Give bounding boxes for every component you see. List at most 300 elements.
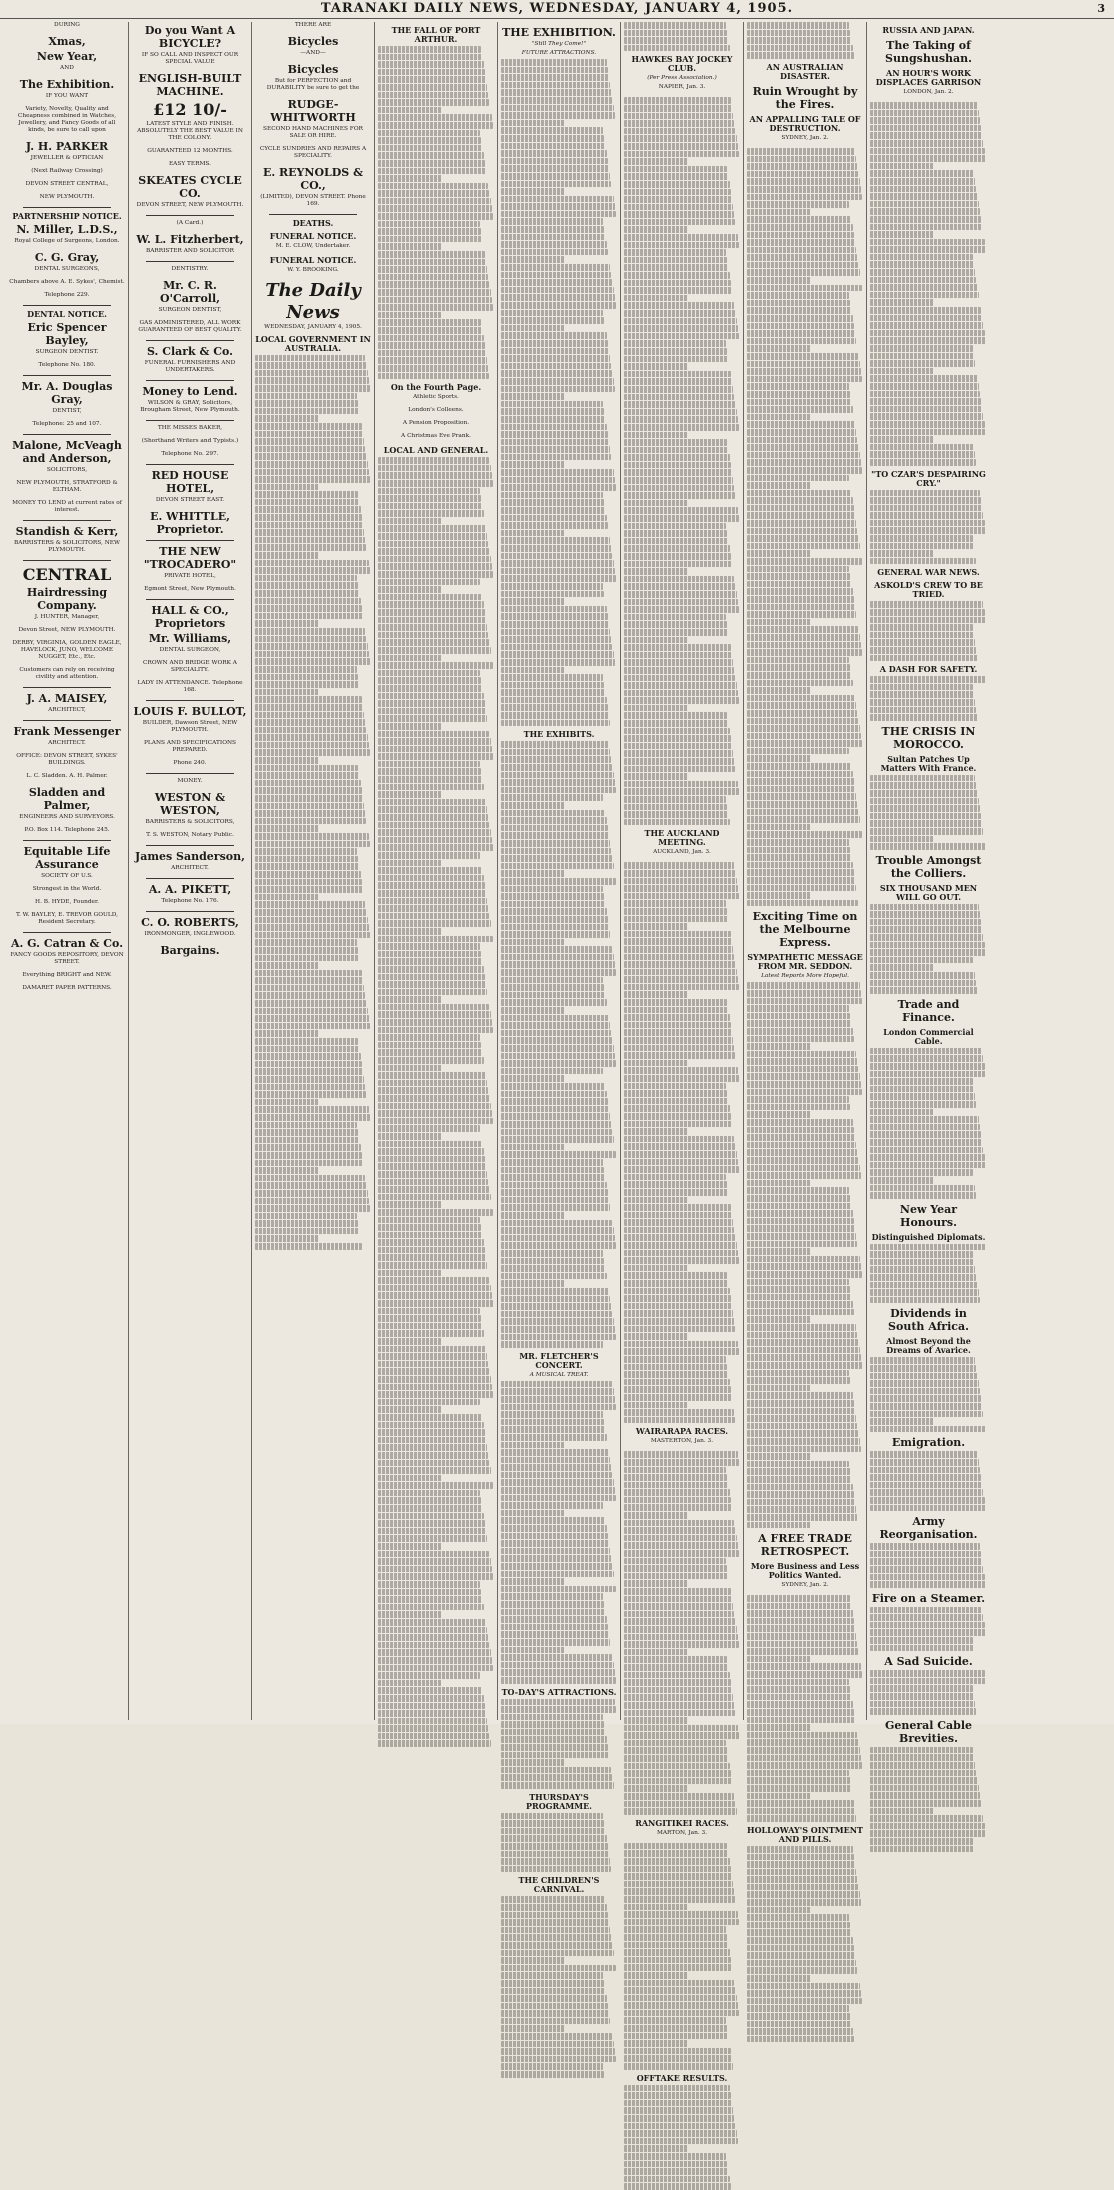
text-line bbox=[624, 728, 730, 735]
text-line bbox=[501, 1197, 609, 1204]
text-line bbox=[747, 634, 860, 641]
ad-text: LONDON, Jan. 2. bbox=[903, 89, 954, 95]
text-line bbox=[747, 1256, 860, 1263]
text-line bbox=[378, 1277, 489, 1284]
text-line bbox=[624, 1964, 732, 1971]
article-heading: PARTNERSHIP NOTICE. bbox=[12, 211, 122, 221]
column-rule bbox=[23, 840, 111, 841]
text-line bbox=[624, 1022, 731, 1029]
column-rule bbox=[146, 700, 234, 701]
text-line bbox=[870, 1467, 980, 1474]
text-line bbox=[501, 370, 612, 377]
text-line bbox=[255, 484, 319, 491]
text-line bbox=[747, 391, 850, 398]
ad-text: Telephone No. 176. bbox=[161, 898, 219, 904]
text-line bbox=[501, 855, 612, 862]
text-line bbox=[624, 1060, 688, 1067]
text-line bbox=[255, 636, 366, 643]
text-line bbox=[870, 1373, 978, 1380]
text-line bbox=[747, 1286, 850, 1293]
column-rule bbox=[23, 305, 111, 306]
column-4 bbox=[375, 22, 498, 1720]
text-line bbox=[501, 954, 614, 961]
column-rule bbox=[23, 932, 111, 933]
text-line bbox=[501, 1927, 610, 1934]
text-line bbox=[501, 1736, 607, 1743]
text-line bbox=[501, 999, 607, 1006]
text-line bbox=[378, 1619, 486, 1626]
ad-text: J. HUNTER, Manager, bbox=[34, 614, 100, 620]
text-line bbox=[747, 573, 850, 580]
text-line bbox=[747, 755, 811, 762]
text-line bbox=[747, 216, 851, 223]
text-line bbox=[870, 353, 974, 360]
text-line bbox=[870, 1078, 973, 1085]
text-line bbox=[624, 583, 735, 590]
text-line bbox=[624, 1105, 730, 1112]
text-line bbox=[378, 723, 442, 730]
text-line bbox=[501, 1457, 610, 1464]
text-line bbox=[870, 360, 975, 367]
text-line bbox=[501, 961, 615, 968]
text-line bbox=[624, 1580, 688, 1587]
text-line bbox=[378, 685, 482, 692]
text-line bbox=[378, 943, 480, 950]
text-line bbox=[870, 550, 934, 557]
text-line bbox=[501, 203, 615, 210]
text-line bbox=[255, 628, 365, 635]
text-line bbox=[624, 644, 731, 651]
text-line bbox=[870, 1543, 980, 1550]
text-line bbox=[255, 1190, 368, 1197]
text-line bbox=[255, 1198, 369, 1205]
text-line bbox=[255, 985, 364, 992]
article-heading: London Commercial Cable. bbox=[883, 1026, 974, 1046]
text-line bbox=[624, 1326, 735, 1333]
text-line bbox=[870, 782, 976, 789]
article-heading: More Business and Less Politics Wanted. bbox=[750, 1561, 860, 1581]
text-line bbox=[501, 1442, 565, 1449]
text-line bbox=[255, 947, 358, 954]
text-line bbox=[624, 893, 739, 900]
text-line bbox=[624, 675, 735, 682]
ad-heading: Equitable Life Assurance bbox=[23, 845, 111, 871]
text-line bbox=[624, 1843, 727, 1850]
text-line bbox=[870, 1629, 986, 1636]
text-line bbox=[747, 1770, 849, 1777]
text-line bbox=[378, 594, 482, 601]
text-line bbox=[624, 862, 734, 869]
text-line bbox=[501, 294, 615, 301]
text-line bbox=[501, 74, 609, 81]
text-line bbox=[501, 302, 616, 309]
text-line bbox=[624, 1770, 731, 1777]
text-line bbox=[501, 1113, 610, 1120]
ad-text: DAMARET PAPER PATTERNS. bbox=[22, 985, 112, 991]
text-line bbox=[501, 1988, 605, 1995]
text-line bbox=[624, 1725, 738, 1732]
text-line bbox=[501, 469, 614, 476]
text-line bbox=[501, 1273, 607, 1280]
text-line bbox=[255, 666, 357, 673]
text-line bbox=[255, 590, 359, 597]
text-line bbox=[747, 1020, 851, 1027]
text-line bbox=[255, 848, 357, 855]
text-line bbox=[255, 1213, 357, 1220]
text-line bbox=[501, 1502, 603, 1509]
text-line bbox=[378, 1634, 488, 1641]
ad-text: IF YOU WANT bbox=[45, 93, 89, 99]
article-body bbox=[870, 676, 987, 721]
article-body bbox=[870, 1747, 987, 1852]
ad-heading: W. L. Fitzherbert, bbox=[136, 233, 244, 246]
ad-heading: WESTON & WESTON, bbox=[154, 791, 226, 817]
text-line bbox=[747, 1694, 851, 1701]
text-line bbox=[501, 764, 612, 771]
text-line bbox=[255, 1106, 369, 1113]
text-line bbox=[255, 818, 366, 825]
article-heading: AN APPALLING TALE OF DESTRUCTION. bbox=[749, 113, 861, 133]
text-line bbox=[870, 1266, 975, 1273]
text-line bbox=[747, 1709, 854, 1716]
column-2 bbox=[129, 22, 252, 1720]
text-line bbox=[501, 1669, 615, 1676]
article-body bbox=[870, 490, 987, 565]
text-line bbox=[501, 1896, 605, 1903]
text-line bbox=[747, 399, 851, 406]
text-line bbox=[378, 183, 488, 190]
text-line bbox=[624, 969, 737, 976]
text-line bbox=[378, 974, 485, 981]
text-line bbox=[747, 1377, 850, 1384]
text-line bbox=[378, 168, 486, 175]
text-line bbox=[501, 901, 605, 908]
text-line bbox=[870, 707, 976, 714]
text-line bbox=[747, 1195, 850, 1202]
text-line bbox=[501, 2033, 612, 2040]
text-line bbox=[378, 1535, 487, 1542]
text-line bbox=[501, 613, 608, 620]
text-line bbox=[624, 1565, 727, 1572]
text-line bbox=[624, 900, 726, 907]
text-line bbox=[255, 355, 365, 362]
article-heading: The Taking of Sungshushan. bbox=[885, 39, 972, 65]
text-line bbox=[624, 128, 735, 135]
text-line bbox=[870, 1614, 983, 1621]
text-line bbox=[501, 1280, 565, 1287]
text-line bbox=[501, 916, 608, 923]
text-line bbox=[747, 1279, 849, 1286]
text-line bbox=[870, 1357, 975, 1364]
text-line bbox=[624, 1333, 688, 1340]
text-line bbox=[624, 1067, 738, 1074]
text-line bbox=[501, 2025, 565, 2032]
text-line bbox=[624, 1987, 735, 1994]
text-line bbox=[501, 507, 605, 514]
text-line bbox=[747, 664, 850, 671]
ad-text: —AND— bbox=[300, 50, 326, 56]
text-line bbox=[870, 1139, 982, 1146]
text-line bbox=[624, 409, 737, 416]
text-line bbox=[747, 1111, 811, 1118]
text-line bbox=[624, 954, 734, 961]
text-line bbox=[870, 790, 978, 797]
text-line bbox=[501, 553, 612, 560]
text-line bbox=[870, 269, 975, 276]
text-line bbox=[624, 1151, 737, 1158]
article-heading: THE AUCKLAND MEETING. bbox=[644, 828, 720, 848]
text-line bbox=[378, 799, 486, 806]
ad-text: MONEY TO LEND at current rates of interest. bbox=[12, 500, 122, 513]
text-line bbox=[501, 2003, 608, 2010]
text-line bbox=[624, 621, 727, 628]
text-line bbox=[870, 1574, 985, 1581]
article-heading: THE EXHIBITION. bbox=[502, 26, 616, 39]
text-line bbox=[624, 151, 739, 158]
text-line bbox=[747, 1522, 811, 1529]
ad-text: DENTAL SURGEON, bbox=[159, 647, 221, 653]
text-line bbox=[624, 1679, 731, 1686]
text-line bbox=[870, 1093, 975, 1100]
text-line bbox=[624, 1995, 737, 2002]
text-line bbox=[624, 1166, 739, 1173]
text-line bbox=[747, 459, 861, 466]
text-line bbox=[624, 454, 730, 461]
text-line bbox=[747, 1438, 860, 1445]
text-line bbox=[501, 1744, 608, 1751]
column-rule bbox=[146, 464, 234, 465]
ad-heading: LOUIS F. BULLOT, bbox=[133, 705, 247, 718]
text-line bbox=[255, 1144, 361, 1151]
text-line bbox=[378, 1520, 485, 1527]
text-line bbox=[255, 438, 364, 445]
text-line bbox=[747, 1701, 853, 1708]
text-line bbox=[501, 348, 609, 355]
text-line bbox=[747, 1484, 853, 1491]
text-line bbox=[870, 429, 986, 436]
text-line bbox=[624, 804, 727, 811]
text-line bbox=[501, 1396, 615, 1403]
text-line bbox=[624, 1949, 730, 1956]
article-heading: Emigration. bbox=[891, 1436, 966, 1450]
text-line bbox=[378, 1156, 485, 1163]
article-heading: AN HOUR'S WORK DISPLACES GARRISON bbox=[875, 68, 982, 87]
text-line bbox=[747, 1210, 853, 1217]
text-line bbox=[378, 266, 487, 273]
text-line bbox=[501, 644, 612, 651]
article-body bbox=[870, 1048, 987, 1199]
text-line bbox=[624, 1083, 726, 1090]
ad-heading: THE NEW "TROCADERO" bbox=[143, 545, 237, 571]
text-line bbox=[501, 779, 615, 786]
text-line bbox=[624, 1858, 730, 1865]
article-heading: SIX THOUSAND MEN WILL GO OUT. bbox=[879, 882, 978, 902]
text-line bbox=[255, 598, 361, 605]
text-line bbox=[255, 385, 370, 392]
text-line bbox=[255, 1114, 370, 1121]
column-rule bbox=[146, 261, 234, 262]
text-line bbox=[255, 772, 359, 779]
text-line bbox=[624, 401, 735, 408]
ad-heading: SKEATES CYCLE CO. bbox=[138, 174, 242, 200]
text-line bbox=[255, 917, 368, 924]
text-line bbox=[501, 931, 610, 938]
text-line bbox=[624, 705, 688, 712]
text-line bbox=[378, 548, 489, 555]
text-line bbox=[624, 999, 727, 1006]
ad-text: AND bbox=[60, 65, 74, 71]
text-line bbox=[747, 1354, 861, 1361]
text-line bbox=[747, 2021, 851, 2028]
text-line bbox=[624, 1280, 728, 1287]
text-line bbox=[501, 1015, 609, 1022]
text-line bbox=[501, 256, 565, 263]
text-line bbox=[378, 1718, 487, 1725]
text-line bbox=[747, 1347, 860, 1354]
text-line bbox=[255, 423, 362, 430]
ad-text: WILSON & GRAY, Solicitors, Brougham Street, New Plymouth. bbox=[140, 400, 240, 413]
text-line bbox=[870, 421, 985, 428]
text-line bbox=[501, 1866, 611, 1873]
ad-text: MONEY. bbox=[177, 778, 203, 784]
text-line bbox=[378, 61, 484, 68]
column-rule bbox=[146, 599, 234, 600]
text-line bbox=[747, 224, 853, 231]
text-line bbox=[624, 173, 728, 180]
text-line bbox=[501, 1555, 611, 1562]
text-line bbox=[501, 340, 608, 347]
text-line bbox=[747, 1815, 856, 1822]
text-line bbox=[747, 1777, 850, 1784]
text-line bbox=[624, 310, 735, 317]
text-line bbox=[255, 1228, 359, 1235]
ad-heading: RED HOUSE HOTEL, bbox=[151, 469, 229, 495]
text-line bbox=[747, 1142, 856, 1149]
text-line bbox=[624, 166, 727, 173]
text-line bbox=[624, 348, 727, 355]
text-line bbox=[501, 120, 565, 127]
text-line bbox=[255, 780, 361, 787]
text-line bbox=[624, 2033, 728, 2040]
text-line bbox=[501, 1919, 609, 1926]
text-line bbox=[747, 1491, 854, 1498]
ad-text: DEVON STREET EAST. bbox=[155, 497, 225, 503]
text-line bbox=[870, 1792, 980, 1799]
ad-text: BARRISTERS & SOLICITORS, NEW PLYMOUTH. bbox=[14, 540, 120, 553]
text-line bbox=[870, 1747, 973, 1754]
text-line bbox=[378, 1232, 482, 1239]
text-line bbox=[255, 1008, 368, 1015]
text-line bbox=[501, 741, 609, 748]
text-line bbox=[870, 1411, 983, 1418]
text-line bbox=[624, 416, 738, 423]
text-line bbox=[747, 323, 854, 330]
text-line bbox=[501, 1220, 612, 1227]
text-line bbox=[870, 239, 985, 246]
text-line bbox=[624, 2048, 731, 2055]
text-line bbox=[624, 2138, 738, 2145]
text-line bbox=[624, 2115, 734, 2122]
ad-text: MARTON, Jan. 3. bbox=[656, 1829, 708, 1836]
article-subheading: "Still They Come!" bbox=[531, 41, 587, 47]
text-line bbox=[378, 92, 488, 99]
text-line bbox=[501, 772, 614, 779]
text-line bbox=[747, 1392, 853, 1399]
text-line bbox=[624, 272, 730, 279]
text-line bbox=[624, 242, 739, 249]
text-line bbox=[501, 431, 608, 438]
text-line bbox=[870, 261, 974, 268]
text-line bbox=[747, 1907, 811, 1914]
ad-text: THE MISSES BAKER, bbox=[157, 425, 223, 431]
text-line bbox=[747, 1975, 811, 1982]
text-line bbox=[378, 609, 485, 616]
ad-text: DENTIST, bbox=[52, 408, 82, 414]
text-line bbox=[747, 1671, 862, 1678]
ad-text: ARCHITECT, bbox=[48, 707, 86, 713]
text-line bbox=[255, 370, 368, 377]
text-line bbox=[747, 285, 862, 292]
ad-text: EASY TERMS. bbox=[168, 161, 212, 167]
article-heading: TO-DAY'S ATTRACTIONS. bbox=[501, 1686, 617, 1697]
text-line bbox=[624, 743, 732, 750]
text-line bbox=[747, 740, 862, 747]
article-body bbox=[870, 1543, 987, 1588]
text-line bbox=[870, 1693, 974, 1700]
text-line bbox=[870, 231, 934, 238]
text-line bbox=[624, 2025, 727, 2032]
text-line bbox=[501, 2063, 603, 2070]
column-rule bbox=[23, 375, 111, 376]
text-line bbox=[870, 436, 934, 443]
column-rule bbox=[146, 540, 234, 541]
article-body bbox=[870, 1244, 987, 1304]
text-line bbox=[378, 1505, 482, 1512]
text-line bbox=[870, 110, 979, 117]
text-line bbox=[870, 964, 934, 971]
text-line bbox=[624, 356, 728, 363]
ad-heading: Sladden and Palmer, bbox=[28, 786, 106, 812]
article-heading: RANGITIKEI RACES. bbox=[635, 1817, 729, 1828]
text-line bbox=[747, 1408, 855, 1415]
text-line bbox=[870, 1185, 975, 1192]
text-line bbox=[624, 766, 735, 773]
article-body bbox=[747, 982, 863, 1528]
text-line bbox=[378, 304, 493, 311]
ad-heading: C. O. ROBERTS, bbox=[141, 916, 239, 929]
text-line bbox=[747, 1468, 850, 1475]
text-line bbox=[378, 715, 487, 722]
text-line bbox=[870, 655, 978, 662]
ad-text: GUARANTEED 12 MONTHS. bbox=[147, 148, 233, 154]
text-line bbox=[747, 1157, 858, 1164]
text-line bbox=[501, 568, 615, 575]
text-line bbox=[501, 1578, 565, 1585]
text-line bbox=[870, 337, 986, 344]
text-line bbox=[747, 383, 849, 390]
text-line bbox=[624, 750, 733, 757]
text-line bbox=[255, 833, 369, 840]
text-line bbox=[624, 758, 734, 765]
text-line bbox=[501, 522, 608, 529]
text-line bbox=[747, 1793, 811, 1800]
text-line bbox=[624, 1785, 688, 1792]
ad-text: Strongest in the World. bbox=[32, 886, 102, 892]
text-line bbox=[624, 189, 731, 196]
article-body bbox=[624, 97, 740, 825]
text-line bbox=[501, 870, 565, 877]
ad-heading: £12 10/- bbox=[153, 100, 227, 119]
